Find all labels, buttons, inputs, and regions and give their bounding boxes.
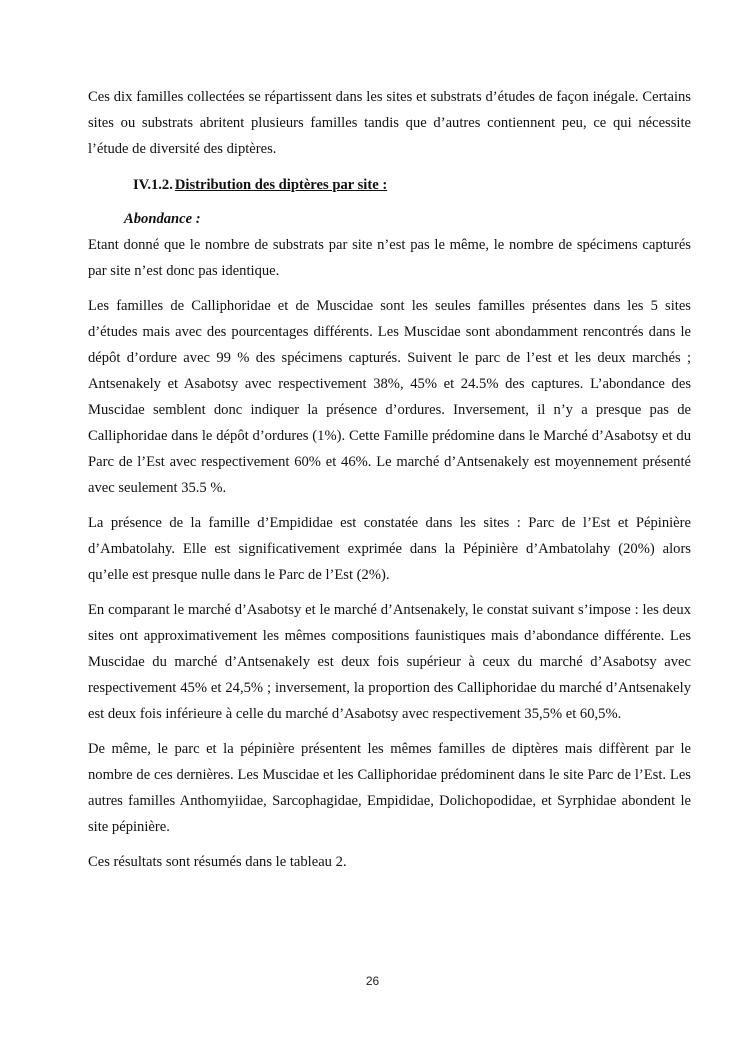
summary-paragraph: Ces résultats sont résumés dans le tableau 2. — [88, 854, 347, 870]
section-title: Distribution des diptères par site : — [174, 177, 388, 193]
page-number: 26 — [365, 974, 380, 988]
park-nursery-paragraph: De même, le parc et la pépinière présentent les mêmes familles de diptères mais diffèrent par le nombre de ces dernières. Les Muscidae et les Calliphoridae prédominent dans le site Parc de l’Est. Les autres familles Anthomyiidae, Sarcophagidae, Empididae, Dolichopodidae, et Syrphidae abondent le site pépinière. — [88, 741, 691, 835]
intro-paragraph: Ces dix familles collectées se répartissent dans les sites et substrats d’études de façon inégale. Certains sites ou substrats abritent plusieurs familles tandis que d’autres contiennent peu, ce qui nécessite l’étude de diversité des diptères. — [88, 89, 691, 157]
abundance-paragraph: Etant donné que le nombre de substrats par site n’est pas le même, le nombre de spécimens capturés par site n’est donc pas identique. — [88, 237, 691, 279]
subsection-heading: Abondance : — [124, 211, 201, 227]
section-heading — [133, 172, 691, 198]
document-page — [88, 84, 691, 875]
section-number: IV.1.2. — [133, 177, 173, 193]
markets-comparison-paragraph: En comparant le marché d’Asabotsy et le marché d’Antsenakely, le constat suivant s’impose : les deux sites ont approximativement les mêmes compositions faunistiques mais d’abondance différente. Les Muscidae du marché d’Antsenakely est deux fois supérieur à ceux du marché d’Asabotsy avec respectivement 45% et 24,5% ; inversement, la proportion des Calliphoridae du marché d’Antsenakely est deux fois inférieure à celle du marché d’Asabotsy avec respectivement 35,5% et 60,5%. — [88, 602, 691, 722]
families-paragraph: Les familles de Calliphoridae et de Muscidae sont les seules familles présentes dans les 5 sites d’études mais avec des pourcentages différents. Les Muscidae sont abondamment rencontrés dans le dépôt d’ordure avec 99 % des spécimens capturés. Suivent le parc de l’est et les deux marchés ; Antsenakely et Asabotsy avec respectivement 38%, 45% et 24.5% des captures. L’abondance des Muscidae semblent donc indiquer la présence d’ordures. Inversement, il n’y a presque pas de Calliphoridae dans le dépôt d’ordures (1%). Cette Famille prédomine dans le Marché d’Asabotsy et du Parc de l’Est avec respectivement 60% et 46%. Le marché d’Antsenakely est moyennement présenté avec seulement 35.5 %. — [88, 298, 691, 496]
empididae-paragraph: La présence de la famille d’Empididae est constatée dans les sites : Parc de l’Est et Pépinière d’Ambatolahy. Elle est significativement exprimée dans la Pépinière d’Ambatolahy (20%) alors qu’elle est presque nulle dans le Parc de l’Est (2%). — [88, 515, 691, 583]
